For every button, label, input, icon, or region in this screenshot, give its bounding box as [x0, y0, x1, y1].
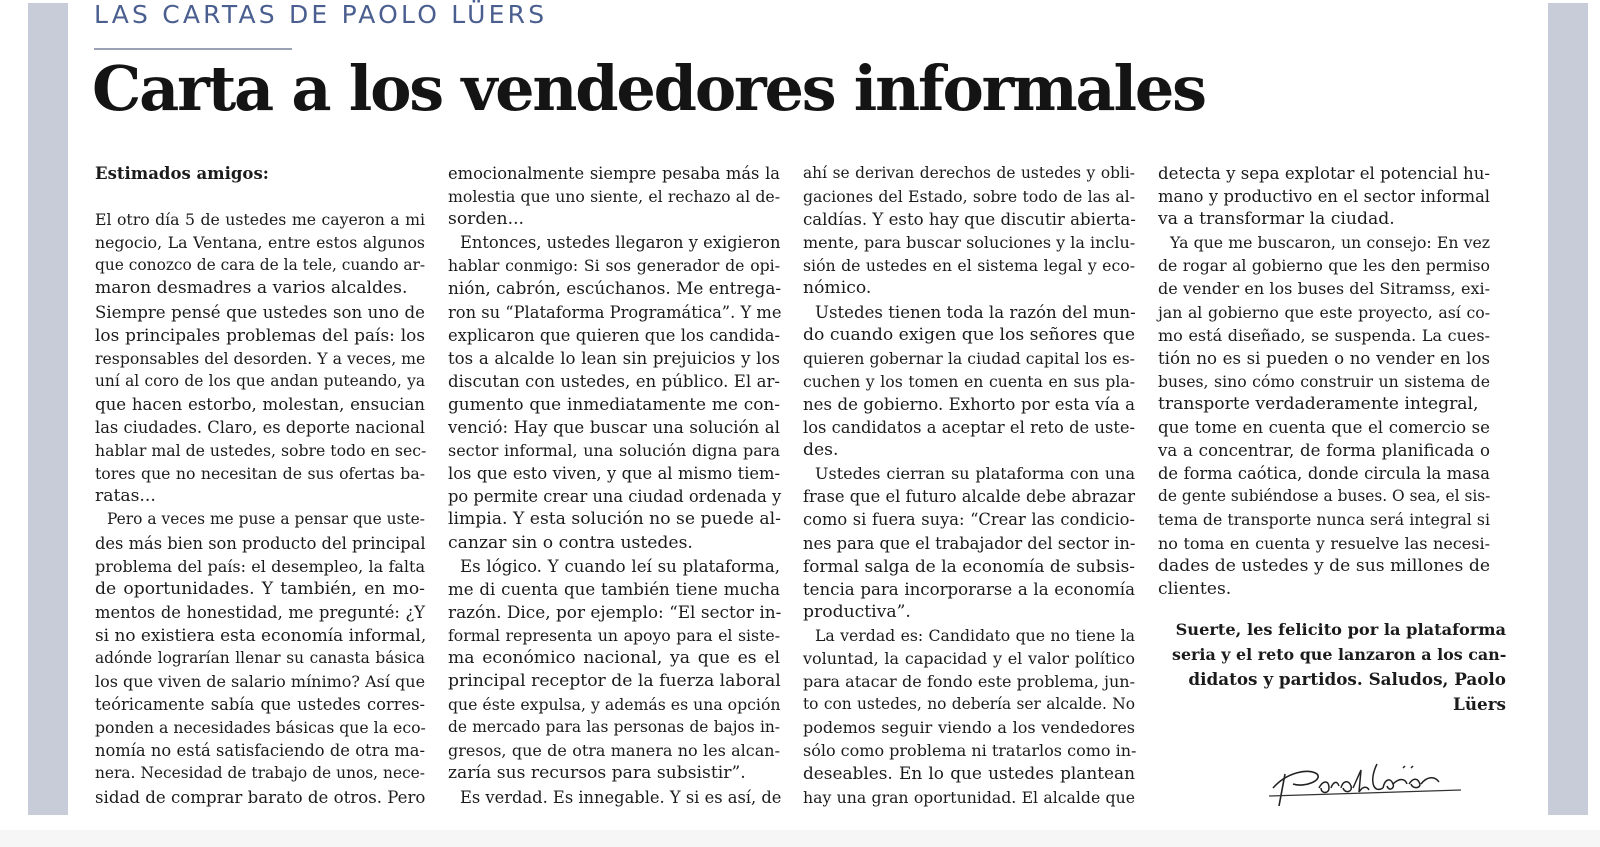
article-text-line: que tome en cuenta que el comercio se — [1158, 418, 1490, 438]
article-text-line: mente, para buscar soluciones y la inclu- — [803, 233, 1136, 253]
closing-text-line: Suerte, les felicito por la plataforma — [1175, 620, 1506, 639]
article-text-line: frase que el futuro alcalde debe abrazar — [803, 487, 1135, 507]
article-text-line: hay una gran oportunidad. El alcalde que — [803, 787, 1135, 807]
article-text-line: problema del país: el desempleo, la falta — [95, 556, 425, 576]
article-text-line: maron desmadres a varios alcaldes. — [95, 278, 408, 299]
article-text-line: los candidatos a aceptar el reto de uste- — [803, 418, 1135, 438]
article-text-line: que hacen estorbo, molestan, ensucian — [95, 394, 425, 414]
article-text-line: ma económico nacional, ya que es el — [448, 647, 780, 668]
closing-text-line: seria y el reto que lanzaron a los can- — [1172, 644, 1507, 664]
article-text-line: gumento que inmediatamente me con- — [448, 393, 780, 414]
article-text-line: mentos de honestidad, me pregunté: ¿Y — [95, 602, 425, 622]
article-text-line: clientes. — [1158, 578, 1232, 599]
article-text-line: Ya que me buscaron, un consejo: En vez — [1170, 233, 1490, 253]
article-text-line: tos a alcalde lo lean sin prejuicios y los — [448, 348, 780, 368]
article-text-line: hablar conmigo: Si sos generador de opi- — [448, 256, 780, 276]
article-text-line: venció: Hay que buscar una solución al — [448, 418, 780, 438]
article-text-line: razón. Dice, por ejemplo: “El sector in- — [448, 601, 782, 622]
article-text-line: nomía no está satisfaciendo de otra ma- — [95, 741, 425, 761]
article-text-line: La verdad es: Candidato que no tiene la — [815, 625, 1135, 645]
article-text-line: gaciones del Estado, sobre todo de las al- — [803, 187, 1135, 207]
article-text-line: ron su “Plataforma Programática”. Y me — [448, 302, 782, 322]
article-text-line: las ciudades. Claro, es deporte nacional — [95, 418, 425, 438]
article-text-line: Es lógico. Y cuando leí su plataforma, — [460, 556, 780, 576]
article-text-line: sión de ustedes en el sistema legal y eco- — [803, 256, 1135, 276]
article-text-line: formal salga de la economía de subsis- — [803, 555, 1135, 576]
article-text-line: nómico. — [803, 278, 872, 299]
article-text-line: deseables. En lo que ustedes plantean — [803, 763, 1135, 784]
article-text-line: como si fuera suya: “Crear las condicio- — [803, 510, 1135, 530]
article-text-line: nes de gobierno. Exhorto por esta vía a — [803, 394, 1135, 414]
article-text-line: to con ustedes, no debería ser alcalde. No — [803, 695, 1135, 714]
article-text-line: molestia que uno siente, el rechazo al de- — [448, 187, 780, 207]
article-text-line: tión no es si pueden o no vender en los — [1158, 348, 1490, 368]
article-text-line: gresos, que de otra manera no les alcan- — [448, 741, 780, 761]
article-text-line: no toma en cuenta y resuelve las necesi- — [1158, 533, 1490, 553]
article-text-line: me di cuenta que también tiene mucha — [448, 579, 780, 599]
article-text-line: detecta y sepa explotar el potencial hu- — [1158, 164, 1490, 183]
section-kicker: LAS CARTAS DE PAOLO LÜERS — [94, 0, 548, 29]
article-text-line: nera. Necesidad de trabajo de unos, nece- — [95, 764, 425, 783]
article-text-line: adónde lograrían llenar su canasta básica — [95, 648, 425, 667]
article-text-line: de forma caótica, donde circula la masa — [1158, 464, 1490, 484]
article-text-line: Es verdad. Es innegable. Y si es así, de — [460, 787, 782, 807]
article-text-line: negocio, La Ventana, entre estos algunos — [95, 233, 425, 253]
right-page-edge — [1548, 3, 1588, 815]
article-text-line: ahí se derivan derechos de ustedes y obli- — [803, 164, 1135, 182]
article-text-line: sidad de comprar barato de otros. Pero — [95, 787, 426, 807]
article-text-line: los que viven de salario mínimo? Así que — [95, 672, 426, 692]
article-text-line: que conozco de cara de la tele, cuando ar- — [95, 256, 426, 275]
article-text-line: jan al gobierno que este proyecto, así co- — [1158, 302, 1490, 322]
article-text-line: Siempre pensé que ustedes son uno de — [95, 302, 425, 322]
article-column-4 — [1158, 162, 1490, 601]
article-column-2 — [448, 162, 780, 809]
article-text-line: sector informal, una solución digna para — [448, 441, 780, 461]
article-text-line: po permite crear una ciudad ordenada y — [448, 487, 782, 507]
article-column-1 — [95, 162, 425, 809]
article-text-line: si no existiera esta economía informal, — [95, 624, 427, 645]
left-page-edge — [28, 3, 68, 815]
article-column-3 — [803, 162, 1135, 809]
article-text-line: hablar mal de ustedes, sobre todo en sec- — [95, 441, 427, 461]
article-text-line: principal receptor de la fuerza laboral — [448, 671, 781, 692]
article-text-line: ponden a necesidades básicas que la eco- — [95, 718, 426, 738]
article-text-line: mano y productivo en el sector informal — [1158, 187, 1490, 207]
article-text-line: tores que no necesitan de sus ofertas ba- — [95, 464, 425, 484]
article-text-line: de oportunidades. Y también, en mo- — [95, 578, 425, 599]
article-text-line: caldías. Y esto hay que discutir abierta- — [803, 210, 1136, 230]
article-text-line: sólo como problema ni tratarlos como in- — [803, 741, 1137, 761]
article-text-line: para atacar de fondo este problema, jun- — [803, 672, 1135, 692]
signature-image — [1265, 744, 1465, 814]
article-text-line: des más bien son producto del principal — [95, 533, 426, 553]
article-text-line: El otro día 5 de ustedes me cayeron a mi — [95, 210, 425, 230]
article-text-line: de mercado para las personas de bajos in- — [448, 718, 780, 737]
article-text-line: formal representa un apoyo para el siste- — [448, 625, 780, 645]
closing-paragraph — [1172, 618, 1506, 716]
article-text-line: que éste expulsa, y además es una opción — [448, 695, 781, 715]
article-text-line: va a concentrar, de forma planificada o — [1158, 441, 1490, 461]
closing-text-line: didatos y partidos. Saludos, Paolo — [1188, 669, 1506, 689]
article-text-line: de rogar al gobierno que les den permiso — [1158, 256, 1490, 276]
article-text-line: transporte verdaderamente integral, — [1158, 393, 1479, 414]
article-text-line: podemos seguir viendo a los vendedores — [803, 718, 1135, 738]
article-text-line: explicaron que quieren que los candida- — [448, 325, 780, 345]
article-text-line: discutan con ustedes, en público. El ar- — [448, 371, 780, 391]
article-text-line: cuchen y los tomen en cuenta en sus pla- — [803, 371, 1135, 391]
article-text-line: des. — [803, 440, 839, 461]
article-text-line: Pero a veces me puse a pensar que uste- — [107, 510, 425, 529]
article-text-line: nes para que el trabajador del sector in- — [803, 533, 1136, 553]
headline: Carta a los vendedores informales — [92, 52, 1205, 125]
article-text-line: quieren gobernar la ciudad capital los es- — [803, 348, 1135, 368]
article-text-line: sorden... — [448, 209, 525, 230]
bottom-strip — [0, 830, 1600, 847]
article-text-line: voluntad, la capacidad y el valor político — [803, 648, 1135, 668]
paragraph-gap — [95, 185, 425, 208]
article-text-line: uní al coro de los que andan puteando, ya — [95, 371, 425, 390]
article-text-line: zaría sus recursos para subsistir”. — [448, 763, 746, 784]
article-text-line: de vender en los buses del Sitramss, exi- — [1158, 279, 1490, 299]
article-text-line: Ustedes cierran su plataforma con una — [815, 464, 1135, 484]
article-text-line: teóricamente sabía que ustedes corres- — [95, 695, 425, 715]
article-text-line: los que esto viven, y que al mismo tiem- — [448, 464, 780, 484]
article-text-line: nión, cabrón, escúchanos. Me entrega- — [448, 278, 782, 299]
article-text-line: mo está diseñado, se suspenda. La cues- — [1158, 325, 1490, 345]
article-text-line: tema de transporte nunca será integral si — [1158, 510, 1490, 530]
article-text-line: responsables del desorden. Y a veces, me — [95, 348, 426, 368]
article-text-line: Entonces, ustedes llegaron y exigieron — [460, 233, 781, 253]
article-text-line: va a transformar la ciudad. — [1158, 209, 1395, 230]
article-text-line: ratas... — [95, 486, 156, 507]
article-text-line: tencia para incorporarse a la economía — [803, 579, 1135, 599]
article-text-line: Ustedes tienen toda la razón del mun- — [815, 302, 1136, 322]
article-text-line: los principales problemas del país: los — [95, 324, 425, 345]
article-text-line: productiva”. — [803, 601, 911, 622]
article-text-line: canzar sin o contra ustedes. — [448, 532, 693, 553]
kicker-rule — [94, 48, 292, 50]
closing-text-line: Lüers — [1453, 693, 1506, 714]
article-text-line: buses, sino cómo construir un sistema de — [1158, 371, 1490, 391]
greeting: Estimados amigos: — [95, 164, 269, 183]
article-text-line: limpia. Y esta solución no se puede al- — [448, 509, 781, 530]
article-text-line: emocionalmente siempre pesaba más la — [448, 164, 780, 183]
article-text-line: do cuando exigen que los señores que — [803, 324, 1135, 345]
article-text-line: dades de ustedes y de sus millones de — [1158, 555, 1490, 576]
article-text-line: de gente subiéndose a buses. O sea, el sis- — [1158, 487, 1491, 506]
